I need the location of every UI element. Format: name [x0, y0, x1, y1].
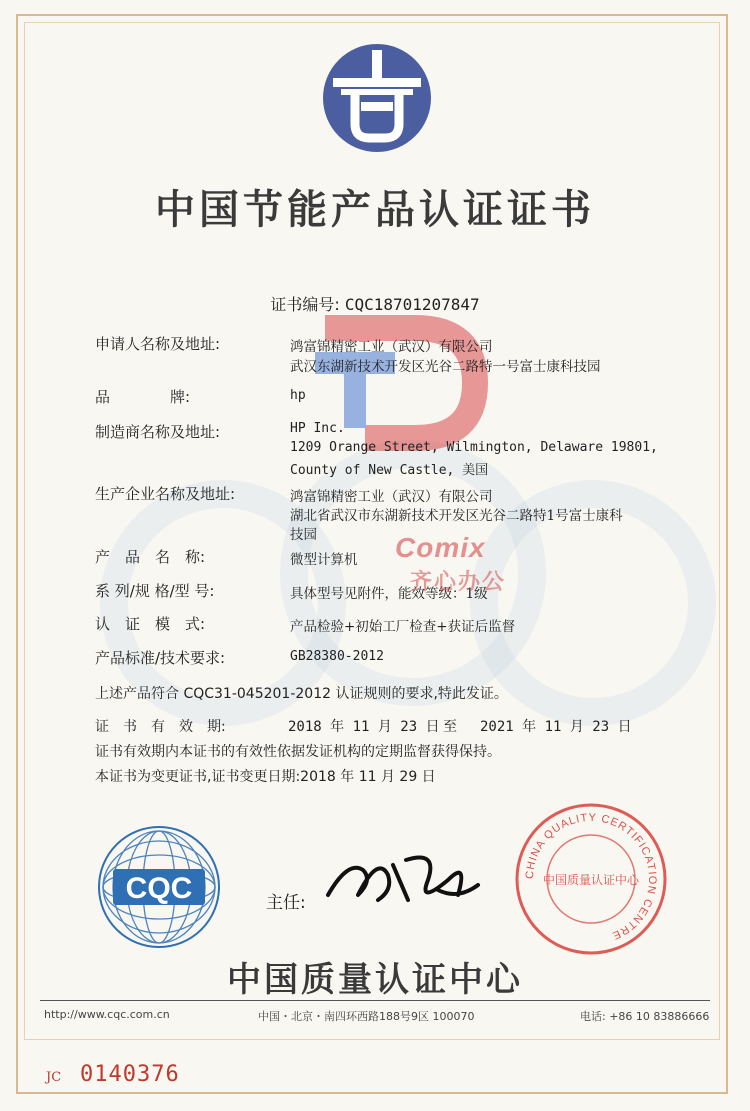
validity-to: 2021 年 11 月 23 日 [480, 719, 632, 735]
footer-phone: 电话: +86 10 83886666 [580, 1010, 710, 1023]
certificate-number-label: 证书编号: [270, 295, 340, 314]
manufacturer-name: HP Inc. [290, 421, 345, 436]
footer-website[interactable]: http://www.cqc.com.cn [44, 1008, 170, 1021]
brand-label: 品 牌: [95, 388, 191, 406]
footer-address: 中国・北京・南四环西路188号9区 100070 [258, 1010, 475, 1023]
factory-address-line1: 湖北省武汉市东湖新技术开发区光谷二路特1号富士康科 [290, 508, 623, 524]
model-value: 具体型号见附件，能效等级：1级 [290, 586, 488, 602]
validity-from: 2018 年 11 月 23 日 [288, 719, 440, 735]
director-label: 主任: [266, 893, 306, 913]
cqc-logo-icon [95, 823, 223, 951]
certificate-title: 中国节能产品认证证书 [155, 187, 595, 233]
rule-statement: 上述产品符合 CQC31-045201-2012 认证规则的要求,特此发证。 [95, 686, 508, 702]
model-label: 系 列/规 格/型 号: [95, 582, 215, 600]
factory-label: 生产企业名称及地址: [95, 485, 236, 503]
applicant-name: 鸿富锦精密工业（武汉）有限公司 [290, 339, 493, 355]
serial-prefix: JC [46, 1070, 62, 1085]
issuing-center-name: 中国质量认证中心 [227, 960, 523, 1000]
director-signature-icon [318, 840, 488, 920]
seal-ring-text: CHINA QUALITY CERTIFICATION CENTRE [523, 811, 659, 942]
red-official-seal-icon [512, 800, 670, 958]
standard-label: 产品标准/技术要求: [95, 649, 226, 667]
applicant-label: 申请人名称及地址: [95, 335, 221, 353]
maintenance-statement: 证书有效期内本证书的有效性依据发证机构的定期监督获得保持。 [95, 744, 501, 760]
applicant-address: 武汉东湖新技术开发区光谷二路特一号富士康科技园 [290, 359, 601, 375]
change-statement: 本证书为变更证书,证书变更日期:2018 年 11 月 29 日 [95, 769, 436, 785]
manufacturer-address-line2: County of New Castle, 美国 [290, 463, 489, 478]
seal-inner-text: 中国质量认证中心 [542, 873, 640, 887]
certification-mode-value: 产品检验+初始工厂检查+获证后监督 [290, 619, 516, 635]
brand-value: hp [290, 388, 306, 403]
cqc-logo-text: CQC [125, 872, 193, 905]
comix-watermark: Comix [395, 532, 486, 563]
certification-mode-label: 认 证 模 式: [95, 615, 206, 633]
serial-number: 0140376 [80, 1062, 180, 1087]
product-name-value: 微型计算机 [290, 552, 358, 568]
validity-to-word: 至 [443, 719, 457, 735]
manufacturer-label: 制造商名称及地址: [95, 423, 221, 441]
energy-saving-logo-icon [321, 42, 433, 154]
standard-value: GB28380-2012 [290, 649, 384, 664]
comix-watermark-cn: 齐心办公 [410, 570, 507, 595]
product-name-label: 产 品 名 称: [95, 548, 206, 566]
factory-name: 鸿富锦精密工业（武汉）有限公司 [290, 489, 493, 505]
certificate-number-value: CQC18701207847 [344, 295, 480, 314]
manufacturer-address-line1: 1209 Orange Street, Wilmington, Delaware 19801, [290, 440, 658, 455]
factory-address-line2: 技园 [290, 527, 317, 543]
footer-divider [40, 1000, 710, 1001]
validity-label: 证 书 有 效 期: [95, 719, 226, 735]
